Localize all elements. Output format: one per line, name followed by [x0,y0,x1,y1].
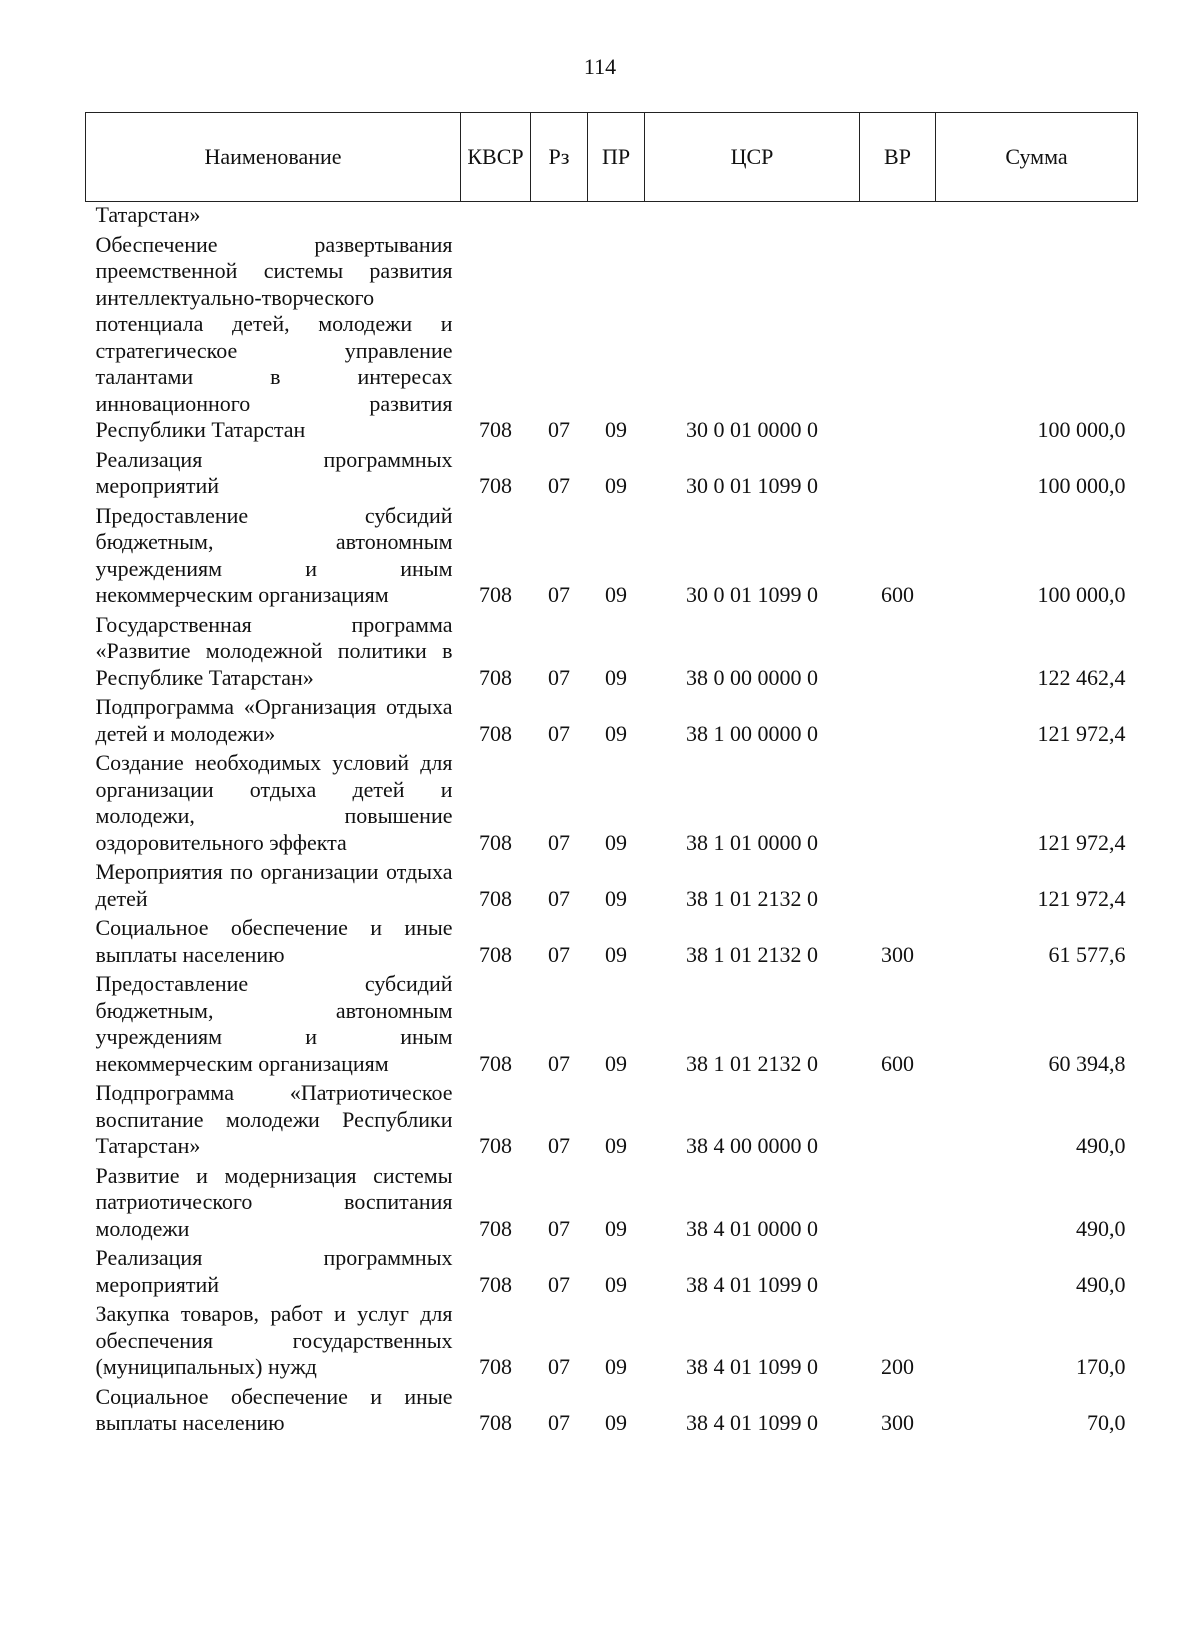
cell-kvsr: 708 [479,1271,512,1297]
cell-pr: 09 [605,1354,627,1379]
cell-csr: 38 4 00 0000 0 [686,1133,818,1158]
cell-rz: 07 [548,1050,570,1076]
cell-sum: 490,0 [1076,1271,1126,1297]
table-row [86,915,1138,971]
cell-pr: 09 [605,941,627,967]
cell-csr: 30 0 01 0000 0 [686,417,818,442]
cell-sum: 122 462,4 [1037,664,1126,690]
cell-kvsr: 708 [479,941,512,967]
cell-name: Создание необходимых условий для организации отдыха детей и молодежи, повышение оздоровительного эффекта [95,750,453,855]
cell-vr [860,1080,936,1163]
cell-pr: 09 [605,1271,627,1297]
cell-csr: 38 4 01 0000 0 [686,1215,818,1241]
table-row [86,232,1138,447]
cell-name: Мероприятия по организации отдыха детей [95,859,453,911]
cell-pr: 09 [605,885,627,911]
cell-vr: 600 [881,582,914,607]
table-row [86,1384,1138,1440]
cell-rz: 07 [548,720,570,746]
header-pr: ПР [588,113,645,202]
cell-rz: 07 [548,1133,570,1158]
cell-csr: 38 4 01 1099 0 [686,1354,818,1379]
cell-rz: 07 [548,1215,570,1241]
cell-pr: 09 [605,1215,627,1241]
cell-pr: 09 [605,1410,627,1435]
cell-vr [860,1163,936,1246]
cell-vr [860,232,936,447]
cell-vr: 600 [881,1050,914,1076]
cell-kvsr: 708 [479,1133,512,1158]
cell-vr [860,1245,936,1301]
cell-sum: 100 000,0 [1037,417,1126,442]
page-number: 114 [583,54,617,79]
table-header [86,113,1138,202]
cell-csr [645,202,860,232]
cell-pr: 09 [605,1133,627,1158]
cell-sum: 121 972,4 [1037,829,1126,855]
cell-sum: 490,0 [1076,1215,1126,1241]
cell-rz: 07 [548,885,570,911]
table-row [86,971,1138,1080]
table-row [86,612,1138,695]
cell-name: Подпрограмма «Патриотическое воспитание молодежи Республики Татарстан» [95,1080,453,1158]
cell-vr [860,750,936,859]
cell-kvsr: 708 [479,1410,512,1435]
budget-table [85,112,1138,1440]
cell-vr [860,447,936,503]
table-row [86,750,1138,859]
cell-pr: 09 [605,1050,627,1076]
cell-kvsr: 708 [479,664,512,690]
cell-vr [860,612,936,695]
cell-sum: 100 000,0 [1037,473,1126,498]
cell-name: Предоставление субсидий бюджетным, автономным учреждениям и иным некоммерческим организациям [95,971,453,1076]
header-rz: Рз [531,113,588,202]
cell-rz: 07 [548,417,570,442]
cell-name: Подпрограмма «Организация отдыха детей и молодежи» [95,694,453,746]
cell-kvsr: 708 [479,1050,512,1076]
table-row [86,503,1138,612]
cell-vr: 300 [881,1410,914,1435]
cell-rz: 07 [548,941,570,967]
cell-kvsr: 708 [479,1215,512,1241]
cell-name: Государственная программа «Развитие молодежной политики в Республике Татарстан» [95,611,453,690]
cell-csr: 38 1 01 2132 0 [686,885,818,911]
cell-csr: 38 4 01 1099 0 [686,1410,818,1435]
cell-csr: 38 1 00 0000 0 [686,720,818,746]
header-vr: ВР [860,113,936,202]
cell-kvsr: 708 [479,582,512,607]
table-row [86,1080,1138,1163]
cell-csr: 30 0 01 1099 0 [686,473,818,498]
cell-sum: 100 000,0 [1037,582,1126,607]
cell-kvsr: 708 [479,417,512,442]
cell-vr [860,202,936,232]
cell-vr [860,859,936,915]
cell-vr: 300 [881,941,914,967]
cell-pr: 09 [605,582,627,607]
header-sum: Сумма [936,113,1138,202]
cell-pr: 09 [605,720,627,746]
cell-csr: 38 1 01 2132 0 [686,941,818,967]
cell-vr: 200 [881,1354,914,1379]
cell-name: Развитие и модернизация системы патриотического воспитания молодежи [95,1162,453,1241]
cell-sum: 490,0 [1076,1133,1126,1158]
table-row [86,202,1138,232]
cell-rz [531,202,588,232]
table-row [86,1245,1138,1301]
cell-sum [936,202,1138,232]
cell-kvsr: 708 [479,885,512,911]
cell-sum: 61 577,6 [1048,941,1126,967]
cell-kvsr: 708 [479,829,512,855]
cell-rz: 07 [548,473,570,498]
header-kvsr: КВСР [461,113,531,202]
cell-pr: 09 [605,664,627,690]
cell-name: Татарстан» [95,202,201,227]
cell-rz: 07 [548,1354,570,1379]
cell-name: Социальное обеспечение и иные выплаты населению [95,915,453,967]
table-body [86,202,1138,1440]
cell-rz: 07 [548,1410,570,1435]
cell-sum: 121 972,4 [1037,885,1126,911]
cell-name: Реализация программных мероприятий [95,446,453,498]
table-row [86,1301,1138,1384]
cell-name: Социальное обеспечение и иные выплаты населению [95,1383,453,1435]
cell-name: Предоставление субсидий бюджетным, автономным учреждениям и иным некоммерческим организациям [95,502,453,607]
cell-rz: 07 [548,829,570,855]
table-row [86,1163,1138,1246]
cell-rz: 07 [548,582,570,607]
cell-rz: 07 [548,1271,570,1297]
header-csr: ЦСР [645,113,860,202]
cell-sum: 70,0 [1087,1410,1126,1435]
cell-csr: 38 4 01 1099 0 [686,1271,818,1297]
cell-sum: 170,0 [1076,1354,1126,1379]
cell-rz: 07 [548,664,570,690]
cell-csr: 38 1 01 0000 0 [686,829,818,855]
cell-name: Реализация программных мероприятий [95,1245,453,1297]
cell-sum: 60 394,8 [1048,1050,1126,1076]
table-row [86,694,1138,750]
cell-pr: 09 [605,829,627,855]
cell-sum: 121 972,4 [1037,720,1126,746]
header-name: Наименование [86,113,461,202]
cell-kvsr: 708 [479,1354,512,1379]
cell-name: Обеспечение развертывания преемственной системы развития интеллектуально-творческого потенциала детей, молодежи и стратегическое управление талантами в интересах инновационного развития Республики Татарстан [95,231,453,442]
cell-kvsr [461,202,531,232]
cell-pr [588,202,645,232]
cell-name: Закупка товаров, работ и услуг для обеспечения государственных (муниципальных) нужд [95,1301,453,1379]
cell-pr: 09 [605,417,627,442]
cell-kvsr: 708 [479,720,512,746]
cell-pr: 09 [605,473,627,498]
table-row [86,859,1138,915]
table-row [86,447,1138,503]
cell-vr [860,694,936,750]
cell-kvsr: 708 [479,473,512,498]
cell-csr: 30 0 01 1099 0 [686,582,818,607]
cell-csr: 38 1 01 2132 0 [686,1050,818,1076]
cell-csr: 38 0 00 0000 0 [686,664,818,690]
